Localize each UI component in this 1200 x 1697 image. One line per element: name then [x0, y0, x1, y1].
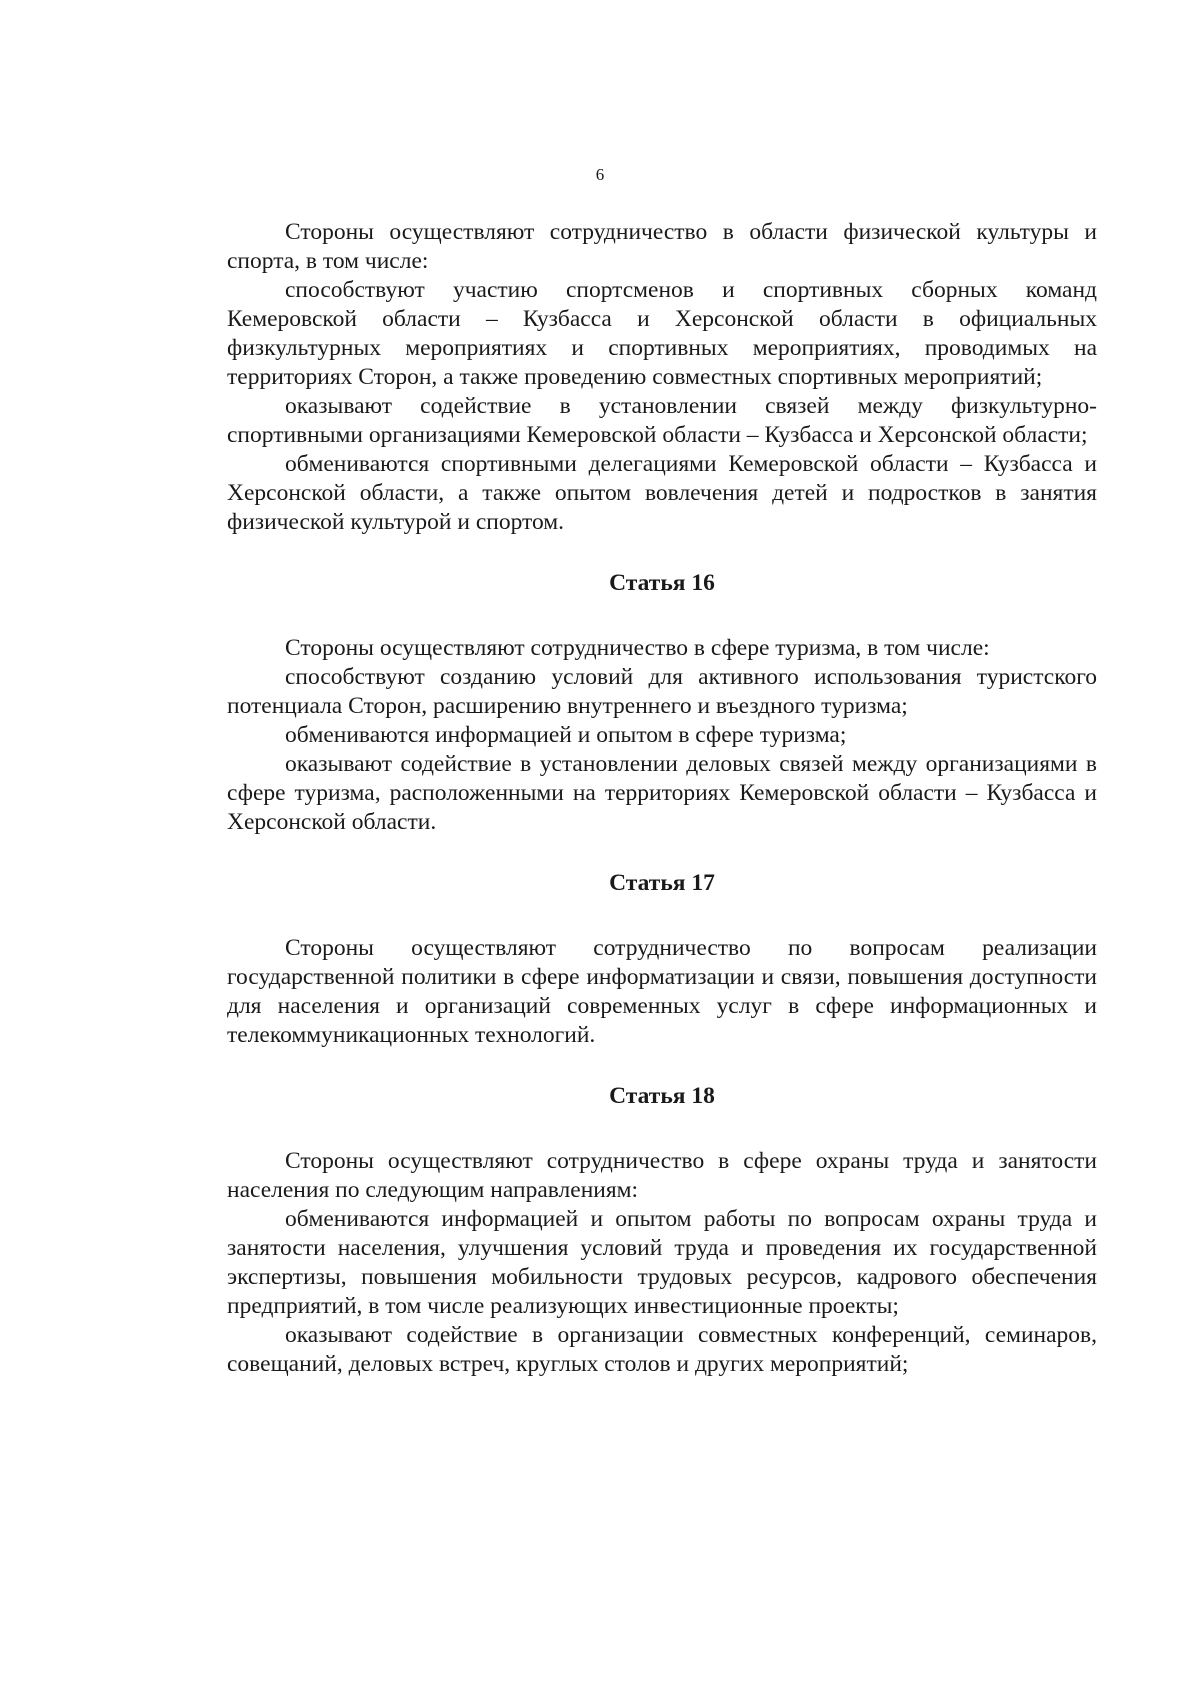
list-item: оказывают содействие в организации совместных конференций, семинаров, совещаний, деловых встреч, круглых столов и других мероприятий;: [227, 1322, 1097, 1377]
article-heading: Статья 16: [609, 570, 715, 596]
list-item: способствуют участию спортсменов и спортивных сборных команд Кемеровской области – Кузбасса и Херсонской области в официальных физкультурных мероприятиях и спортивных мероприятиях, проводимых на территориях Сторон, а также проведению совместных спортивных мероприятий;: [227, 277, 1097, 390]
article-heading: Статья 17: [609, 870, 715, 896]
article-16-section: [227, 634, 1097, 837]
list-item: обмениваются спортивными делегациями Кемеровской области – Кузбасса и Херсонской области, а также опытом вовлечения детей и подростков в занятия физической культурой и спортом.: [227, 451, 1097, 535]
list-item: оказывают содействие в установлении связей между физкультурно-спортивными организациями Кемеровской области – Кузбасса и Херсонской области;: [227, 393, 1097, 448]
page-number: 6: [595, 165, 605, 184]
list-item: обмениваются информацией и опытом работы по вопросам охраны труда и занятости населения, улучшения условий труда и проведения их государственной экспертизы, повышения мобильности трудовых ресурсов, кадрового обеспечения предприятий, в том числе реализующих инвестиционные проекты;: [227, 1206, 1097, 1319]
paragraph-lead: Стороны осуществляют сотрудничество в сфере туризма, в том числе:: [285, 635, 990, 661]
document-body: [227, 218, 1097, 1379]
paragraph-lead: Стороны осуществляют сотрудничество в сфере охраны труда и занятости населения по следующим направлениям:: [227, 1148, 1097, 1203]
list-item: обмениваются информацией и опытом в сфере туризма;: [285, 722, 847, 748]
article-17-section: [227, 934, 1097, 1050]
article-heading: Статья 18: [609, 1083, 715, 1109]
list-item: оказывают содействие в установлении деловых связей между организациями в сфере туризма, расположенными на территориях Кемеровской области – Кузбасса и Херсонской области.: [227, 751, 1097, 835]
list-item: способствуют созданию условий для активного использования туристского потенциала Сторон, расширению внутреннего и въездного туризма;: [227, 664, 1097, 719]
intro-section: [227, 218, 1097, 537]
article-18-section: [227, 1147, 1097, 1379]
paragraph-lead: Стороны осуществляют сотрудничество в области физической культуры и спорта, в том числе:: [227, 219, 1097, 274]
paragraph-lead: Стороны осуществляют сотрудничество по вопросам реализации государственной политики в сфере информатизации и связи, повышения доступности для населения и организаций современных услуг в сфере информационных и телекоммуникационных технологий.: [227, 935, 1097, 1048]
